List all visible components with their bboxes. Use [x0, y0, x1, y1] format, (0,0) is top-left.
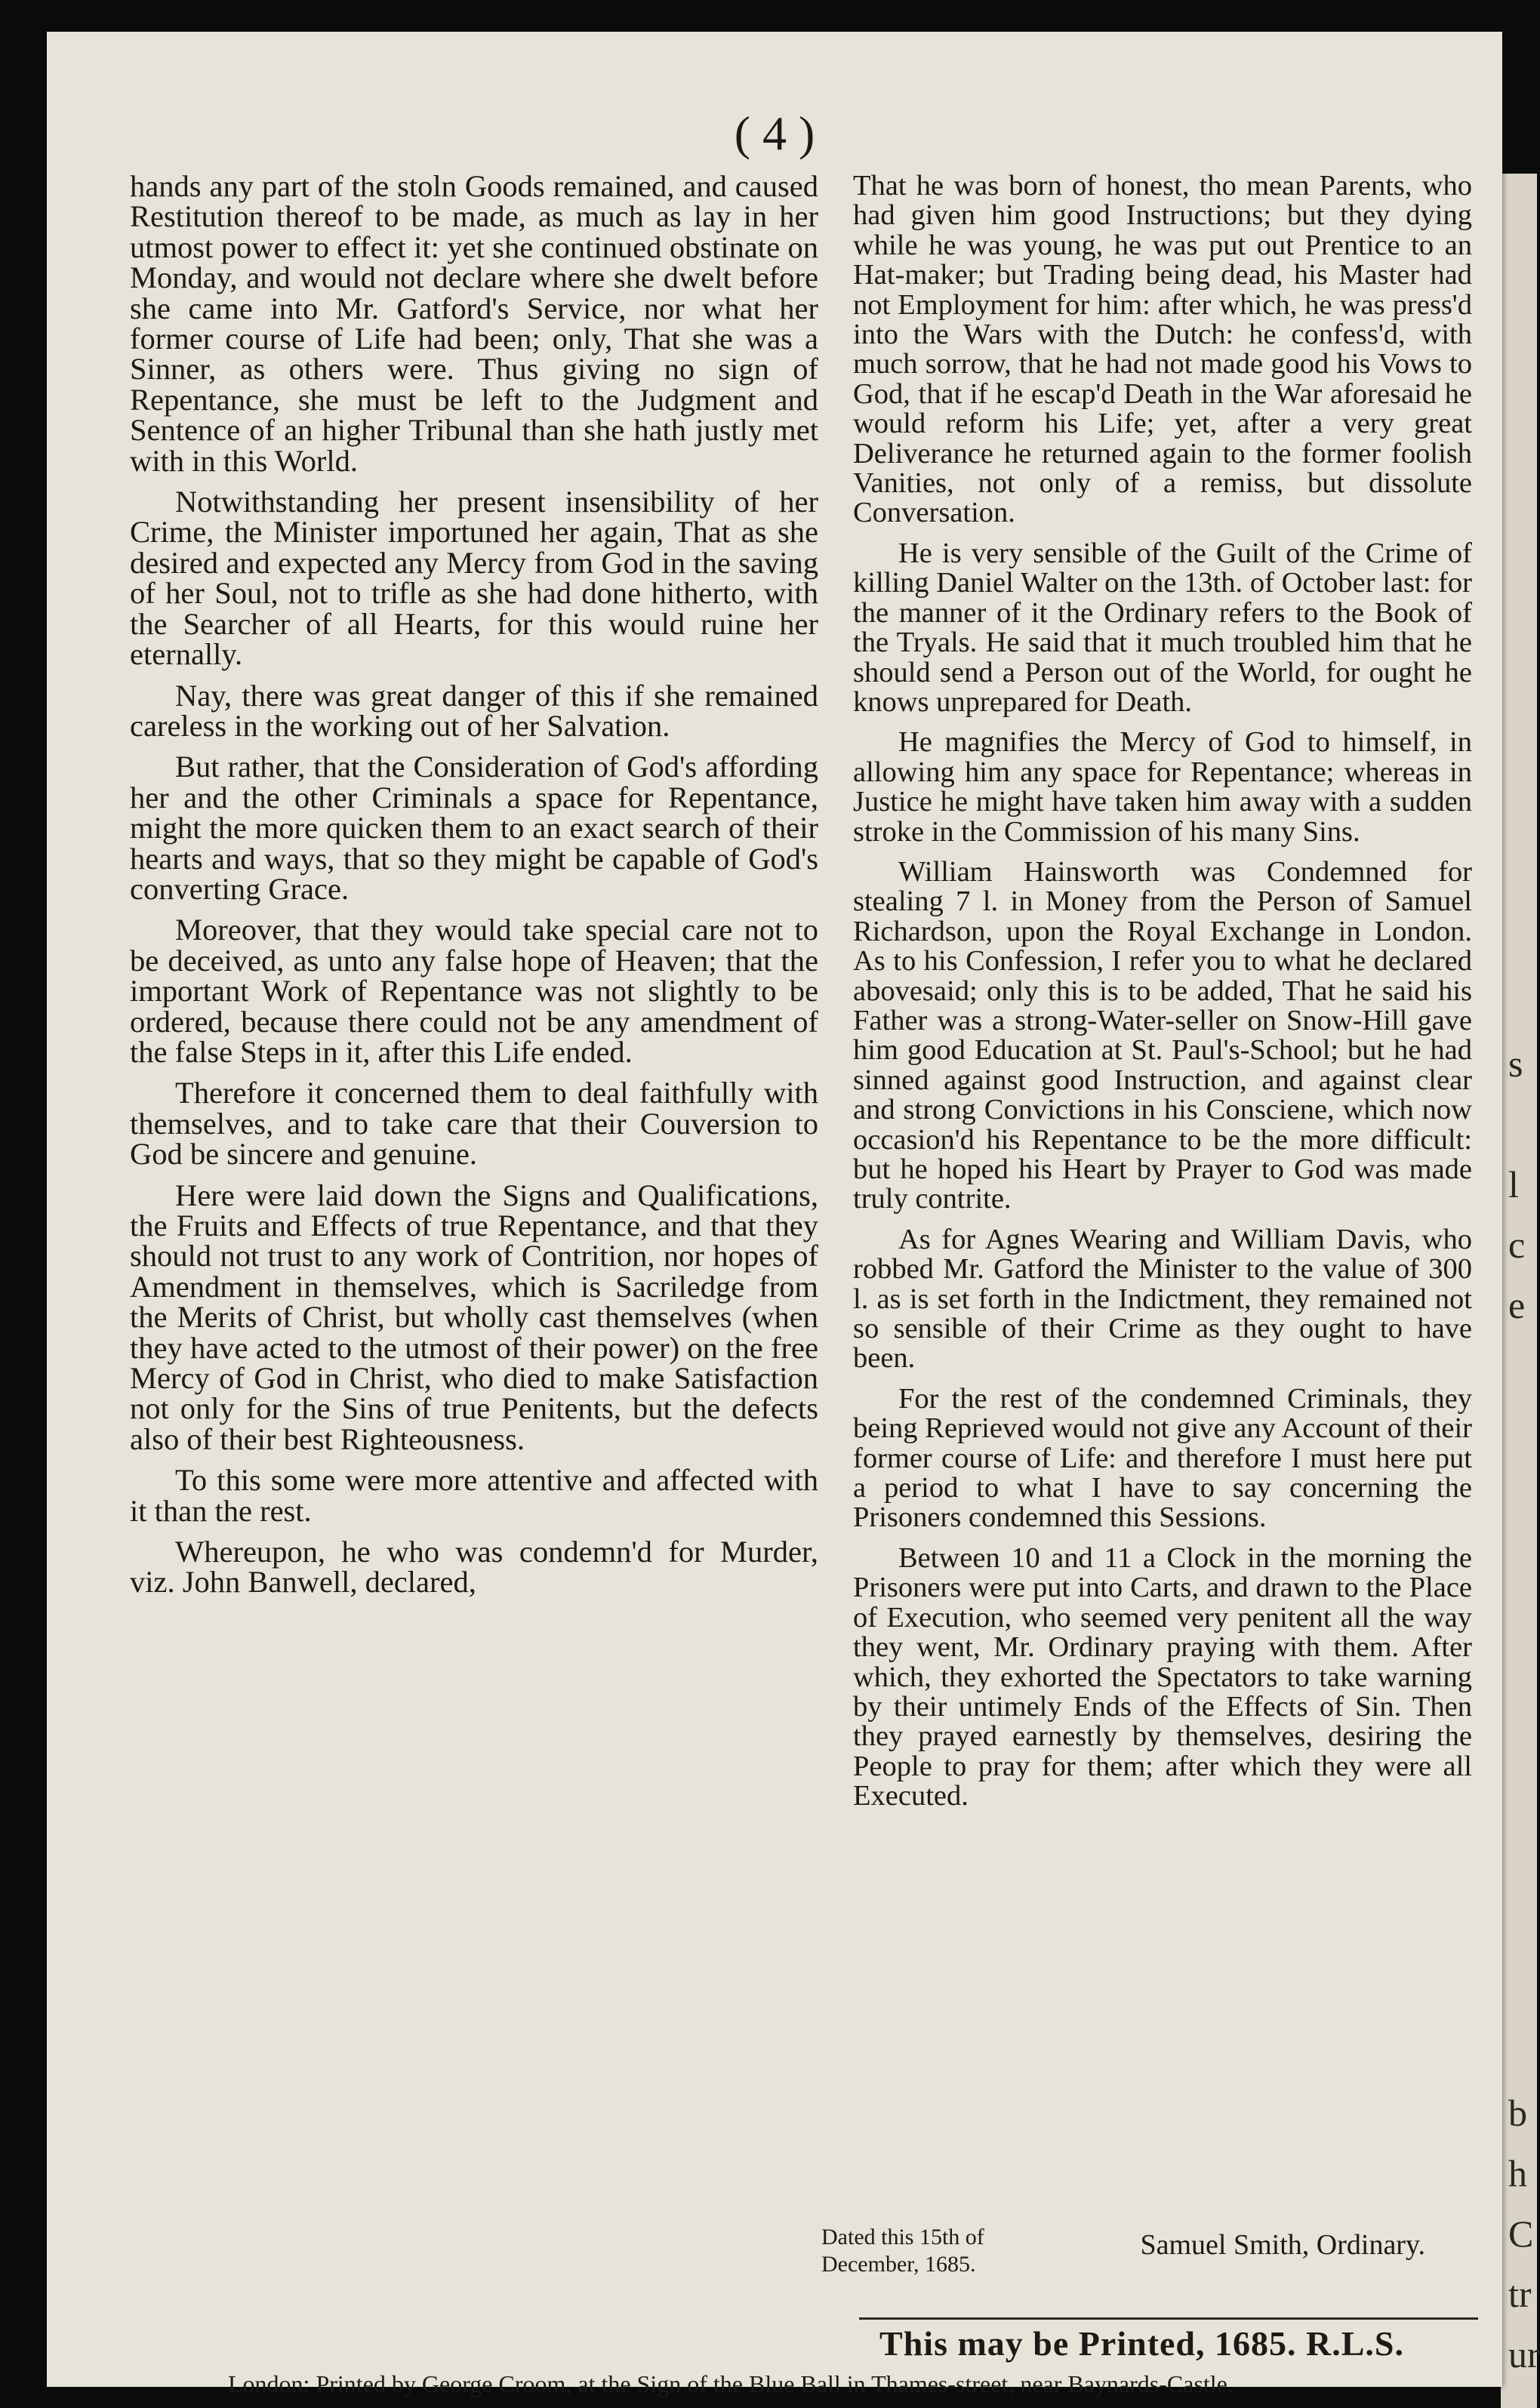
page-number: ( 4 )	[734, 106, 815, 160]
paragraph: He is very sensible of the Guilt of the Crime of killing Daniel Walter on the 13th. of October last: for the manner of it the Ordinary refers to the Book of the Tryals. He said that it much troubled him that he should send a Person out of the World, for ought he knows unprepared for Death.	[853, 537, 1472, 718]
license-line: This may be Printed, 1685. R.L.S.	[879, 2324, 1404, 2363]
date-line-1: Dated this 15th of	[821, 2225, 984, 2249]
signature: Samuel Smith, Ordinary.	[1140, 2229, 1425, 2261]
adjacent-page-glyph: tr	[1508, 2273, 1532, 2315]
paragraph: That he was born of honest, tho mean Parents, who had given him good Instructions; but they dying while he was young, he was put out Prentice to an Hat-maker; but Trading being dead, his Master had not Employment for him: after which, he was press'd into the Wars with the Dutch: he confess'd, with much sorrow, that he had not made good his Vows to God, that if he escap'd Death in the War aforesaid he would reform his Life; yet, after a very great Deliverance he returned again to the former foolish Vanities, not only of a remiss, but dissolute Conversation.	[853, 170, 1472, 529]
divider-rule	[859, 2317, 1478, 2320]
paragraph: Moreover, that they would take special care not to be deceived, as unto any false hope of Heaven; that the important Work of Repentance was not slightly to be ordered, because there could not be any amendment of the false Steps in it, after this Life ended.	[130, 913, 818, 1069]
adjacent-page-glyph: C	[1508, 2212, 1534, 2255]
paragraph: Therefore it concerned them to deal faithfully with themselves, and to take care that their Couversion to God be sincere and genuine.	[130, 1076, 818, 1172]
paragraph: hands any part of the stoln Goods remained, and caused Restitution thereof to be made, as much as lay in her utmost power to effect it: yet she continued obstinate on Monday, and would not declare where she dwelt before she came into Mr. Gatford's Service, nor what her former course of Life had been; only, That she was a Sinner, as others were. Thus giving no sign of Repentance, she must be left to the Judgment and Sentence of an higher Tribunal than she hath justly met with in this World.	[130, 169, 818, 478]
printer-imprint: London: Printed by George Croom, at the Sign of the Blue Ball in Thames-street, near Baynards-Castle.	[228, 2370, 1234, 2397]
adjacent-page-glyph: c	[1508, 1224, 1526, 1266]
paragraph: As for Agnes Wearing and William Davis, who robbed Mr. Gatford the Minister to the value of 300 l. as is set forth in the Indictment, they remained not so sensible of their Crime as they ought to have been.	[853, 1223, 1472, 1375]
paragraph: He magnifies the Mercy of God to himself, in allowing him any space for Repentance; whereas in Justice he might have taken him away with a sudden stroke in the Commission of his many Sins.	[853, 726, 1472, 848]
paragraph: William Hainsworth was Condemned for stealing 7 l. in Money from the Person of Samuel Richardson, upon the Royal Exchange in London. As to his Confession, I refer you to what he declared abovesaid; only this is to be added, That he said his Father was a strong-Water-seller on Snow-Hill gave him good Education at St. Paul's-School; but he had sinned against good Instruction, and against clear and strong Convictions in his Consciene, which now occasion'd his Repentance to be the more difficult: but he hoped his Heart by Prayer to God was made truly contrite.	[853, 855, 1472, 1215]
adjacent-page-glyph: h	[1508, 2152, 1527, 2194]
paragraph: To this some were more attentive and affected with it than the rest.	[130, 1463, 818, 1528]
paragraph: Here were laid down the Signs and Qualifications, the Fruits and Effects of true Repentance, and that they should not trust to any work of Contrition, nor hopes of Amendment in themselves, which is Sacriledge from the Merits of Christ, but wholly cast themselves (when they have acted to the utmost of their power) on the free Mercy of God in Christ, who died to make Satisfaction not only for the Sins of true Penitents, but the defects also of their best Righteousness.	[130, 1178, 818, 1456]
sign-off	[821, 2224, 1425, 2284]
left-column	[130, 171, 818, 1598]
adjacent-page-glyph: e	[1508, 1284, 1526, 1326]
document-page	[47, 32, 1502, 2397]
adjacent-page-glyph: l	[1508, 1163, 1519, 1206]
paragraph: For the rest of the condemned Criminals, they being Reprieved would not give any Account of their former course of Life: and therefore I must here put a period to what I have to say concerning the Prisoners condemned this Sessions.	[853, 1382, 1472, 1534]
paragraph: Between 10 and 11 a Clock in the morning the Prisoners were put into Carts, and drawn to the Place of Execution, who seemed very penitent all the way they went, Mr. Ordinary praying with them. After which, they exhorted the Spectators to take warning by their untimely Ends of the Effects of Sin. Then they prayed earnestly by themselves, desiring the People to pray for them; after which they were all Executed.	[853, 1541, 1472, 1812]
adjacent-page-glyph: ur	[1508, 2333, 1540, 2376]
paragraph: Whereupon, he who was condemn'd for Murder, viz. John Banwell, declared,	[130, 1535, 818, 1600]
paragraph: Notwithstanding her present insensibility of her Crime, the Minister importuned her again, That as she desired and expected any Mercy from God in the saving of her Soul, not to trifle as she had done hitherto, with the Searcher of all Hearts, for this would ruine her eternally.	[130, 485, 818, 672]
right-column	[853, 171, 1472, 1812]
paragraph: Nay, there was great danger of this if she remained careless in the working out of her Salvation.	[130, 678, 818, 743]
adjacent-page-glyph: s	[1508, 1042, 1523, 1085]
paragraph: But rather, that the Consideration of God's affording her and the other Criminals a space for Repentance, might the more quicken them to an exact search of their hearts and ways, that so they might be capable of God's converting Grace.	[130, 750, 818, 906]
date-line	[821, 2224, 984, 2278]
date-line-2: December, 1685.	[821, 2252, 976, 2277]
adjacent-page-glyph: b	[1508, 2092, 1527, 2134]
